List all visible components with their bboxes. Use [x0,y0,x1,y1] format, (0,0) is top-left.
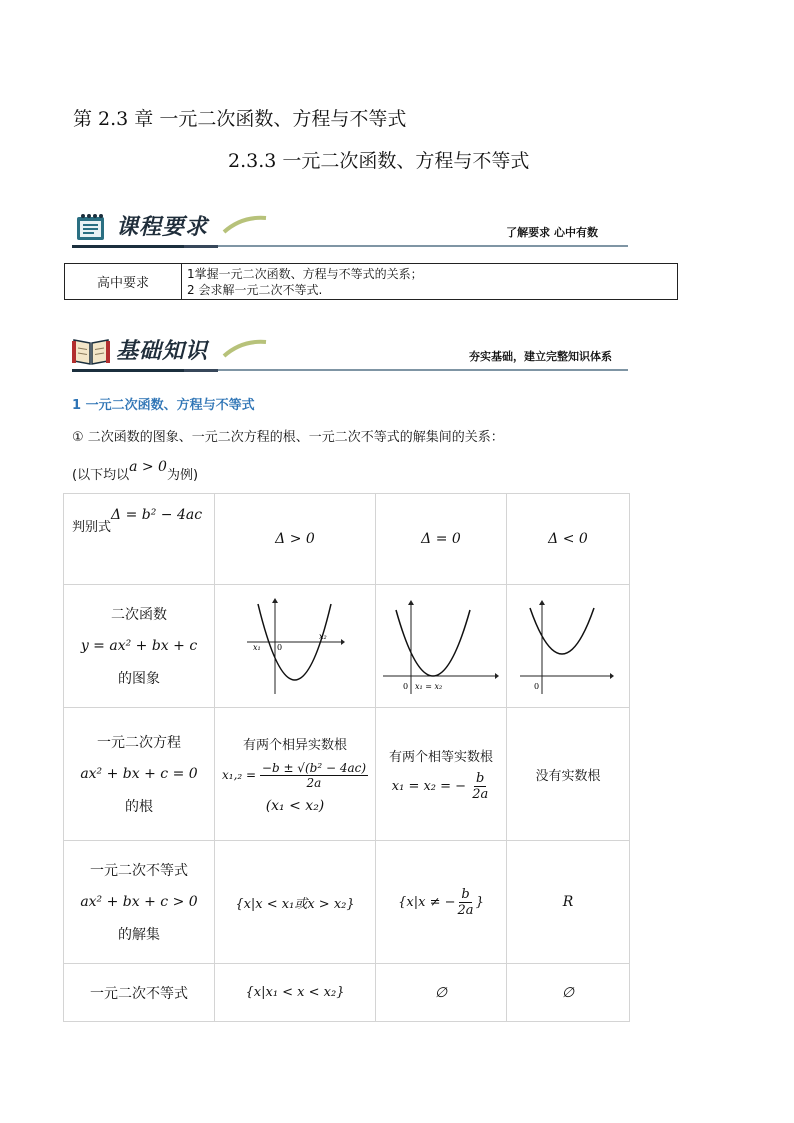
col-header-zero: Δ = 0 [376,494,507,585]
note-text: (以下均以a > 0为例) [72,459,199,483]
svg-text:0: 0 [277,643,283,652]
roots-distinct: 有两个相异实数根 x₁,₂ = $\frac{\text{−b ± √(b² − 4ac)}}{2a}$ (x₁ < x₂) [215,708,376,841]
banner-slogan: 夯实基础，建立完整知识体系 [469,350,612,363]
col-header-negative: Δ < 0 [507,494,630,585]
section-title: 2.3.3 一元二次函数、方程与不等式 [228,150,530,172]
notepad-icon [74,212,108,242]
row-label-equation: 一元二次方程 ax² + bx + c = 0 的根 [64,708,215,841]
svg-text:x₁ = x₂: x₁ = x₂ [415,682,443,691]
solution-set-distinct: {x|x < x₁或x > x₂} [215,841,376,964]
svg-text:x₂: x₂ [319,632,327,641]
table-row [64,494,630,585]
banner-course-requirements [72,206,628,250]
row-label-inequality-lt: 一元二次不等式 [64,964,215,1022]
solution-set-lt-equal: ∅ [376,964,507,1022]
requirement-item: 2 会求解一元二次不等式. [187,283,323,297]
svg-text:x₁: x₁ [253,643,261,652]
open-book-icon [72,336,110,366]
row-label-function: 二次函数 y = ax² + bx + c 的图象 [64,585,215,708]
banner-title: 课程要求 [116,215,209,240]
solution-set-none: R [507,841,630,964]
banner-slogan: 了解要求 心中有数 [506,226,598,239]
parabola-graph [245,596,345,696]
discriminant-header: 判别式Δ = b² − 4ac [64,494,215,585]
table-row [64,841,630,964]
solution-set-lt-distinct: {x|x₁ < x < x₂} [215,964,376,1022]
decorative-swash [222,338,268,358]
roots-equal: 有两个相等实数根 x₁ = x₂ = − $\frac{b}{2a}$ [376,708,507,841]
requirements-table [64,263,678,300]
decorative-swash [222,214,268,234]
graph-one-root [376,585,507,708]
requirement-item: 1掌握一元二次函数、方程与不等式的关系； [187,267,423,281]
graph-two-roots [215,585,376,708]
intro-text: ① 二次函数的图象、一元二次方程的根、一元二次不等式的解集间的关系： [72,430,504,445]
graph-no-root [507,585,630,708]
table-row [64,585,630,708]
banner-basic-knowledge [72,330,628,374]
svg-text:0: 0 [534,682,540,691]
requirements-list [187,266,423,298]
parabola-graph [518,596,618,696]
table-row [64,708,630,841]
col-header-positive: Δ > 0 [215,494,376,585]
solution-set-equal: {x|x ≠ − $\frac{b}{2a}$ } [376,841,507,964]
requirements-label: 高中要求 [65,264,182,299]
relation-table [63,493,630,1022]
chapter-title: 第 2.3 章 一元二次函数、方程与不等式 [73,108,407,130]
parabola-graph [381,596,501,696]
row-label-inequality-gt: 一元二次不等式 ax² + bx + c > 0 的解集 [64,841,215,964]
banner-title: 基础知识 [116,339,209,364]
solution-set-lt-none: ∅ [507,964,630,1022]
svg-text:0: 0 [403,682,409,691]
section-heading: 1 一元二次函数、方程与不等式 [72,398,255,413]
roots-none: 没有实数根 [507,708,630,841]
table-row [64,964,630,1022]
